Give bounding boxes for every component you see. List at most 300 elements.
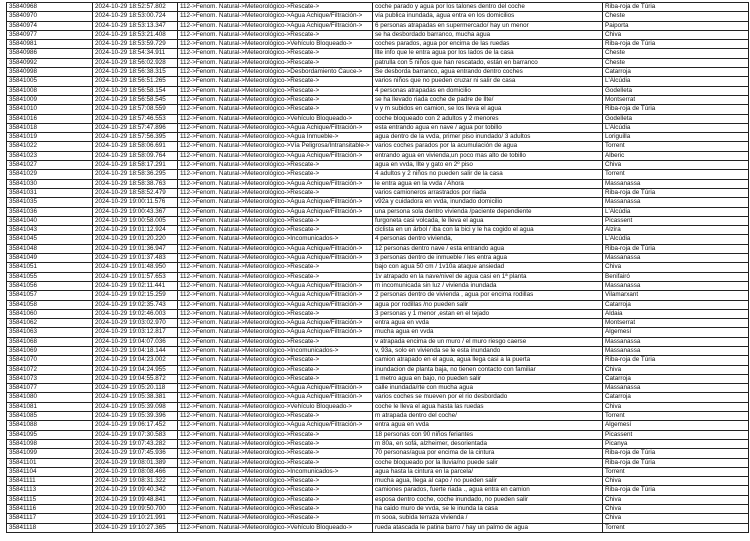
table-row bbox=[7, 235, 749, 244]
table-row bbox=[7, 77, 749, 86]
category-cell: 112->Fenom. Natural->Meteorológico->Vehículo Bloqueado-> bbox=[178, 40, 373, 49]
table-row bbox=[7, 412, 749, 421]
timestamp-cell: 2024-10-29 19:04:24.955 bbox=[93, 365, 178, 374]
table-row bbox=[7, 226, 749, 235]
incident-id-cell: 35841031 bbox=[7, 188, 93, 197]
incident-id-cell: 35841040 bbox=[7, 216, 93, 225]
category-cell: 112->Fenom. Natural->Meteorológico->Agua Achique/Filtración-> bbox=[178, 281, 373, 290]
category-cell: 112->Fenom. Natural->Meteorológico->Rescate-> bbox=[178, 495, 373, 504]
incident-id-cell: 35841036 bbox=[7, 207, 93, 216]
municipality-cell: Massanassa bbox=[603, 384, 749, 393]
incident-id-cell: 35841019 bbox=[7, 133, 93, 142]
category-cell: 112->Fenom. Natural->Meteorológico->Rescate-> bbox=[178, 449, 373, 458]
description-cell: entra agua en vvda bbox=[373, 319, 603, 328]
table-row bbox=[7, 114, 749, 123]
incident-id-cell: 35841005 bbox=[7, 77, 93, 86]
incident-id-cell: 35841056 bbox=[7, 281, 93, 290]
table-row bbox=[7, 402, 749, 411]
incident-id-cell: 35841049 bbox=[7, 254, 93, 263]
incident-id-cell: 35841051 bbox=[7, 263, 93, 272]
municipality-cell: Algemesí bbox=[603, 328, 749, 337]
category-cell: 112->Fenom. Natural->Meteorológico->Rescate-> bbox=[178, 77, 373, 86]
incident-id-cell: 35840974 bbox=[7, 21, 93, 30]
description-cell: 1v atrapado en la nave/nivel de agua casi en 1ª planta bbox=[373, 272, 603, 281]
municipality-cell: Cheste bbox=[603, 12, 749, 21]
municipality-cell: Paiporta bbox=[603, 21, 749, 30]
table-row bbox=[7, 161, 749, 170]
incident-id-cell: 35841095 bbox=[7, 430, 93, 439]
category-cell: 112->Fenom. Natural->Meteorológico->Vehículo Bloqueado-> bbox=[178, 523, 373, 532]
municipality-cell: Torrent bbox=[603, 412, 749, 421]
description-cell: rueda atascada le patina barro / hay un palmo de agua bbox=[373, 523, 603, 532]
timestamp-cell: 2024-10-29 18:58:38.763 bbox=[93, 179, 178, 188]
table-row bbox=[7, 514, 749, 523]
table-row bbox=[7, 374, 749, 383]
incident-id-cell: 35840977 bbox=[7, 30, 93, 39]
category-cell: 112->Fenom. Natural->Meteorológico->Agua Achique/Filtración-> bbox=[178, 244, 373, 253]
category-cell: 112->Fenom. Natural->Meteorológico->Agua Achique/Filtración-> bbox=[178, 384, 373, 393]
category-cell: 112->Fenom. Natural->Meteorológico->Vía Peligrosa/Intransitable-> bbox=[178, 142, 373, 151]
table-row bbox=[7, 207, 749, 216]
table-row bbox=[7, 505, 749, 514]
timestamp-cell: 2024-10-29 19:03:02.970 bbox=[93, 319, 178, 328]
description-cell: llte info que le entra agua por los lados de la casa bbox=[373, 49, 603, 58]
incident-id-cell: 35841101 bbox=[7, 458, 93, 467]
timestamp-cell: 2024-10-29 18:53:21.408 bbox=[93, 30, 178, 39]
description-cell: le entra agua en la vvda / Ahora bbox=[373, 179, 603, 188]
municipality-cell: Catarroja bbox=[603, 374, 749, 383]
incident-id-cell: 35841080 bbox=[7, 393, 93, 402]
municipality-cell: Chiva bbox=[603, 30, 749, 39]
table-row bbox=[7, 495, 749, 504]
description-cell: esposa dentro coche, coche inundado, no pueden salir bbox=[373, 495, 603, 504]
timestamp-cell: 2024-10-29 19:05:39.396 bbox=[93, 412, 178, 421]
category-cell: 112->Fenom. Natural->Meteorológico->Rescate-> bbox=[178, 226, 373, 235]
incident-id-cell: 35841116 bbox=[7, 505, 93, 514]
incident-table bbox=[6, 2, 749, 533]
table-row bbox=[7, 337, 749, 346]
incident-id-cell: 35841073 bbox=[7, 374, 93, 383]
municipality-cell: Massanassa bbox=[603, 281, 749, 290]
description-cell: 4 adultos y 2 niños no pueden salir de la casa bbox=[373, 170, 603, 179]
municipality-cell: Chiva bbox=[603, 477, 749, 486]
description-cell: 12 personas dentro nave / esta entrando agua bbox=[373, 244, 603, 253]
description-cell: m 80a, en sofá, alzheimer, desorientada bbox=[373, 439, 603, 448]
table-row bbox=[7, 123, 749, 132]
category-cell: 112->Fenom. Natural->Meteorológico->Rescate-> bbox=[178, 3, 373, 12]
description-cell: ha caido muro de vvda, se le inunda la casa bbox=[373, 505, 603, 514]
timestamp-cell: 2024-10-29 19:01:36.947 bbox=[93, 244, 178, 253]
municipality-cell: Catarroja bbox=[603, 393, 749, 402]
incident-id-cell: 35841088 bbox=[7, 421, 93, 430]
description-cell: 18 personas con 90 niños feriantes bbox=[373, 430, 603, 439]
municipality-cell: Riba-roja de Túria bbox=[603, 244, 749, 253]
category-cell: 112->Fenom. Natural->Meteorológico->Rescate-> bbox=[178, 161, 373, 170]
municipality-cell: Chiva bbox=[603, 365, 749, 374]
municipality-cell: Riba-roja de Túria bbox=[603, 105, 749, 114]
description-cell: coches parados, agua por encima de las ruedas bbox=[373, 40, 603, 49]
category-cell: 112->Fenom. Natural->Meteorológico->Vehículo Bloqueado-> bbox=[178, 402, 373, 411]
table-row bbox=[7, 458, 749, 467]
municipality-cell: Riba-roja de Túria bbox=[603, 188, 749, 197]
timestamp-cell: 2024-10-29 18:57:46.553 bbox=[93, 114, 178, 123]
description-cell: v atrapada encima de un muro / el muro riesgo caerse bbox=[373, 337, 603, 346]
timestamp-cell: 2024-10-29 19:05:38.381 bbox=[93, 393, 178, 402]
category-cell: 112->Fenom. Natural->Meteorológico->Desbordamiento Cauce-> bbox=[178, 68, 373, 77]
municipality-cell: Montserrat bbox=[603, 95, 749, 104]
timestamp-cell: 2024-10-29 19:03:12.817 bbox=[93, 328, 178, 337]
municipality-cell: Loriguilla bbox=[603, 133, 749, 142]
municipality-cell: Torrent bbox=[603, 170, 749, 179]
table-row bbox=[7, 328, 749, 337]
timestamp-cell: 2024-10-29 19:01:37.483 bbox=[93, 254, 178, 263]
incident-id-cell: 35841070 bbox=[7, 356, 93, 365]
category-cell: 112->Fenom. Natural->Meteorológico->Rescate-> bbox=[178, 188, 373, 197]
description-cell: agua dentro de la vvda, primer piso inundado/ 3 adultos bbox=[373, 133, 603, 142]
timestamp-cell: 2024-10-29 18:56:58.545 bbox=[93, 95, 178, 104]
category-cell: 112->Fenom. Natural->Meteorológico->Rescate-> bbox=[178, 95, 373, 104]
description-cell: coche le lleva el agua hasta las ruedas bbox=[373, 402, 603, 411]
table-row bbox=[7, 486, 749, 495]
municipality-cell: Algemesí bbox=[603, 421, 749, 430]
timestamp-cell: 2024-10-29 18:53:59.729 bbox=[93, 40, 178, 49]
incident-table-body bbox=[7, 3, 749, 533]
table-row bbox=[7, 58, 749, 67]
incident-id-cell: 35841111 bbox=[7, 477, 93, 486]
description-cell: v, 93a, solo en vivienda se le esta inundando bbox=[373, 346, 603, 355]
description-cell: coche bloqueado por la lluvia/no puede salir bbox=[373, 458, 603, 467]
timestamp-cell: 2024-10-29 19:07:30.583 bbox=[93, 430, 178, 439]
municipality-cell: Massanassa bbox=[603, 337, 749, 346]
category-cell: 112->Fenom. Natural->Meteorológico->Agua Achique/Filtración-> bbox=[178, 254, 373, 263]
timestamp-cell: 2024-10-29 19:00:58.005 bbox=[93, 216, 178, 225]
category-cell: 112->Fenom. Natural->Meteorológico->Agua Achique/Filtración-> bbox=[178, 179, 373, 188]
incident-id-cell: 35841118 bbox=[7, 523, 93, 532]
table-row bbox=[7, 384, 749, 393]
municipality-cell: L'Alcúdia bbox=[603, 207, 749, 216]
incident-id-cell: 35840981 bbox=[7, 40, 93, 49]
timestamp-cell: 2024-10-29 19:05:20.118 bbox=[93, 384, 178, 393]
description-cell: varios niños que no pueden cruzar ni salir de casa bbox=[373, 77, 603, 86]
category-cell: 112->Fenom. Natural->Meteorológico->Rescate-> bbox=[178, 263, 373, 272]
category-cell: 112->Fenom. Natural->Meteorológico->Incomunicados-> bbox=[178, 346, 373, 355]
timestamp-cell: 2024-10-29 19:01:20.220 bbox=[93, 235, 178, 244]
timestamp-cell: 2024-10-29 19:10:21.991 bbox=[93, 514, 178, 523]
municipality-cell: Chiva bbox=[603, 514, 749, 523]
municipality-cell: L'Alcúdia bbox=[603, 77, 749, 86]
table-row bbox=[7, 95, 749, 104]
incident-id-cell: 35841035 bbox=[7, 198, 93, 207]
municipality-cell: Chiva bbox=[603, 161, 749, 170]
municipality-cell: Riba-roja de Túria bbox=[603, 486, 749, 495]
timestamp-cell: 2024-10-29 19:04:07.036 bbox=[93, 337, 178, 346]
timestamp-cell: 2024-10-29 18:56:58.154 bbox=[93, 86, 178, 95]
description-cell: 4 personas atrapadas en domicilio bbox=[373, 86, 603, 95]
description-cell: patrulla con 5 niños que han rescatado, están en barranco bbox=[373, 58, 603, 67]
table-row bbox=[7, 356, 749, 365]
category-cell: 112->Fenom. Natural->Meteorológico->Agua Achique/Filtración-> bbox=[178, 151, 373, 160]
timestamp-cell: 2024-10-29 19:02:15.259 bbox=[93, 291, 178, 300]
timestamp-cell: 2024-10-29 19:01:12.924 bbox=[93, 226, 178, 235]
table-row bbox=[7, 244, 749, 253]
municipality-cell: Cheste bbox=[603, 58, 749, 67]
municipality-cell: Picassent bbox=[603, 430, 749, 439]
incident-id-cell: 35841008 bbox=[7, 86, 93, 95]
municipality-cell: Godelleta bbox=[603, 114, 749, 123]
table-row bbox=[7, 430, 749, 439]
timestamp-cell: 2024-10-29 18:56:51.265 bbox=[93, 77, 178, 86]
municipality-cell: Alzira bbox=[603, 226, 749, 235]
incident-id-cell: 35841058 bbox=[7, 300, 93, 309]
category-cell: 112->Fenom. Natural->Meteorológico->Rescate-> bbox=[178, 365, 373, 374]
table-row bbox=[7, 281, 749, 290]
incident-log-page bbox=[6, 2, 748, 533]
incident-id-cell: 35841030 bbox=[7, 179, 93, 188]
municipality-cell: Chiva bbox=[603, 495, 749, 504]
table-row bbox=[7, 421, 749, 430]
timestamp-cell: 2024-10-29 18:58:52.479 bbox=[93, 188, 178, 197]
table-row bbox=[7, 300, 749, 309]
category-cell: 112->Fenom. Natural->Meteorológico->Rescate-> bbox=[178, 30, 373, 39]
incident-id-cell: 35841085 bbox=[7, 412, 93, 421]
description-cell: varios coches se mueven por el rio desbordado bbox=[373, 393, 603, 402]
municipality-cell: Massanassa bbox=[603, 254, 749, 263]
category-cell: 112->Fenom. Natural->Meteorológico->Rescate-> bbox=[178, 58, 373, 67]
description-cell: Se desborda barranco, agua entrando dentro coches bbox=[373, 68, 603, 77]
incident-id-cell: 35841098 bbox=[7, 439, 93, 448]
incident-id-cell: 35841081 bbox=[7, 402, 93, 411]
table-row bbox=[7, 179, 749, 188]
incident-id-cell: 35841099 bbox=[7, 449, 93, 458]
municipality-cell: Chiva bbox=[603, 402, 749, 411]
description-cell: 6 personas atrapadas en supermercado/ hay un menor bbox=[373, 21, 603, 30]
category-cell: 112->Fenom. Natural->Meteorológico->Agua Achique/Filtración-> bbox=[178, 207, 373, 216]
incident-id-cell: 35841063 bbox=[7, 328, 93, 337]
table-row bbox=[7, 142, 749, 151]
timestamp-cell: 2024-10-29 19:02:46.003 bbox=[93, 309, 178, 318]
incident-id-cell: 35841068 bbox=[7, 337, 93, 346]
category-cell: 112->Fenom. Natural->Meteorológico->Incomunicados-> bbox=[178, 235, 373, 244]
incident-id-cell: 35841104 bbox=[7, 467, 93, 476]
timestamp-cell: 2024-10-29 18:58:06.691 bbox=[93, 142, 178, 151]
timestamp-cell: 2024-10-29 18:58:09.764 bbox=[93, 151, 178, 160]
incident-id-cell: 35841048 bbox=[7, 244, 93, 253]
timestamp-cell: 2024-10-29 19:04:18.144 bbox=[93, 346, 178, 355]
description-cell: una persona sola dentro vivienda /paciente dependiente bbox=[373, 207, 603, 216]
municipality-cell: Chiva bbox=[603, 505, 749, 514]
municipality-cell: Massanassa bbox=[603, 198, 749, 207]
table-row bbox=[7, 291, 749, 300]
timestamp-cell: 2024-10-29 18:54:34.911 bbox=[93, 49, 178, 58]
municipality-cell: Godelleta bbox=[603, 86, 749, 95]
table-row bbox=[7, 12, 749, 21]
category-cell: 112->Fenom. Natural->Meteorológico->Agua Achique/Filtración-> bbox=[178, 328, 373, 337]
table-row bbox=[7, 393, 749, 402]
category-cell: 112->Fenom. Natural->Meteorológico->Agua Achique/Filtración-> bbox=[178, 291, 373, 300]
timestamp-cell: 2024-10-29 19:04:23.002 bbox=[93, 356, 178, 365]
category-cell: 112->Fenom. Natural->Meteorológico->Agua Achique/Filtración-> bbox=[178, 393, 373, 402]
description-cell: 2 personas dentro de vivienda , agua por encima rodillas bbox=[373, 291, 603, 300]
table-row bbox=[7, 198, 749, 207]
category-cell: 112->Fenom. Natural->Meteorológico->Rescate-> bbox=[178, 170, 373, 179]
incident-id-cell: 35840968 bbox=[7, 3, 93, 12]
timestamp-cell: 2024-10-29 18:56:02.928 bbox=[93, 58, 178, 67]
municipality-cell: Riba-roja de Túria bbox=[603, 3, 749, 12]
category-cell: 112->Fenom. Natural->Meteorológico->Rescate-> bbox=[178, 105, 373, 114]
table-row bbox=[7, 346, 749, 355]
timestamp-cell: 2024-10-29 19:05:39.098 bbox=[93, 402, 178, 411]
table-row bbox=[7, 439, 749, 448]
description-cell: calle inundada/rte con mucha agua bbox=[373, 384, 603, 393]
municipality-cell: Alberic bbox=[603, 151, 749, 160]
description-cell: 3 personas y 1 menor ,estan en el tejado bbox=[373, 309, 603, 318]
description-cell: v92a y cuidadora en vvda, inundado domicilio bbox=[373, 198, 603, 207]
category-cell: 112->Fenom. Natural->Meteorológico->Incomunicados-> bbox=[178, 467, 373, 476]
incident-id-cell: 35841057 bbox=[7, 291, 93, 300]
incident-id-cell: 35841117 bbox=[7, 514, 93, 523]
timestamp-cell: 2024-10-29 18:52:57.802 bbox=[93, 3, 178, 12]
table-row bbox=[7, 365, 749, 374]
incident-id-cell: 35841027 bbox=[7, 161, 93, 170]
description-cell: ciclista en un árbol / iba con la bici y le ha cogido el agua bbox=[373, 226, 603, 235]
category-cell: 112->Fenom. Natural->Meteorológico->Agua Achique/Filtración-> bbox=[178, 421, 373, 430]
incident-id-cell: 35840986 bbox=[7, 49, 93, 58]
description-cell: camiones parados, fuerte riada ., agua entra en camion bbox=[373, 486, 603, 495]
table-row bbox=[7, 68, 749, 77]
category-cell: 112->Fenom. Natural->Meteorológico->Rescate-> bbox=[178, 374, 373, 383]
description-cell: bajo con agua 50 cm / 1v10a ataque ansiedad bbox=[373, 263, 603, 272]
category-cell: 112->Fenom. Natural->Meteorológico->Rescate-> bbox=[178, 337, 373, 346]
description-cell: agua en vvda, llte y gato en 2º piso bbox=[373, 161, 603, 170]
timestamp-cell: 2024-10-29 18:53:13.347 bbox=[93, 21, 178, 30]
category-cell: 112->Fenom. Natural->Meteorológico->Vehículo Bloqueado-> bbox=[178, 114, 373, 123]
incident-id-cell: 35840970 bbox=[7, 12, 93, 21]
timestamp-cell: 2024-10-29 19:08:31.322 bbox=[93, 477, 178, 486]
table-row bbox=[7, 449, 749, 458]
incident-id-cell: 35841069 bbox=[7, 346, 93, 355]
incident-id-cell: 35841060 bbox=[7, 309, 93, 318]
timestamp-cell: 2024-10-29 19:02:35.743 bbox=[93, 300, 178, 309]
description-cell: 4 personas dentro vivienda, bbox=[373, 235, 603, 244]
municipality-cell: Torrent bbox=[603, 523, 749, 532]
incident-id-cell: 35841115 bbox=[7, 495, 93, 504]
timestamp-cell: 2024-10-29 18:57:56.395 bbox=[93, 133, 178, 142]
table-row bbox=[7, 49, 749, 58]
timestamp-cell: 2024-10-29 19:09:48.841 bbox=[93, 495, 178, 504]
municipality-cell: L'Alcúdia bbox=[603, 123, 749, 132]
category-cell: 112->Fenom. Natural->Meteorológico->Rescate-> bbox=[178, 477, 373, 486]
municipality-cell: Vilamarxant bbox=[603, 291, 749, 300]
timestamp-cell: 2024-10-29 19:06:17.452 bbox=[93, 421, 178, 430]
table-row bbox=[7, 477, 749, 486]
timestamp-cell: 2024-10-29 19:04:55.872 bbox=[93, 374, 178, 383]
municipality-cell: Montserrat bbox=[603, 319, 749, 328]
incident-id-cell: 35841023 bbox=[7, 151, 93, 160]
category-cell: 112->Fenom. Natural->Meteorológico->Rescate-> bbox=[178, 49, 373, 58]
incident-id-cell: 35841045 bbox=[7, 235, 93, 244]
category-cell: 112->Fenom. Natural->Meteorológico->Rescate-> bbox=[178, 356, 373, 365]
description-cell: 1 metro agua en bajo, no pueden salir bbox=[373, 374, 603, 383]
category-cell: 112->Fenom. Natural->Meteorológico->Rescate-> bbox=[178, 309, 373, 318]
municipality-cell: Massanassa bbox=[603, 346, 749, 355]
table-row bbox=[7, 523, 749, 532]
timestamp-cell: 2024-10-29 19:09:40.342 bbox=[93, 486, 178, 495]
incident-id-cell: 35841029 bbox=[7, 170, 93, 179]
incident-id-cell: 35841077 bbox=[7, 384, 93, 393]
timestamp-cell: 2024-10-29 19:00:43.367 bbox=[93, 207, 178, 216]
municipality-cell: L'Alcúdia bbox=[603, 235, 749, 244]
description-cell: entra agua en vvda bbox=[373, 421, 603, 430]
timestamp-cell: 2024-10-29 18:58:36.295 bbox=[93, 170, 178, 179]
municipality-cell: Catarroja bbox=[603, 300, 749, 309]
incident-id-cell: 35841022 bbox=[7, 142, 93, 151]
municipality-cell: Picassent bbox=[603, 216, 749, 225]
description-cell: m sooa, subida terraza vivienda / bbox=[373, 514, 603, 523]
municipality-cell: Benifairó bbox=[603, 272, 749, 281]
incident-id-cell: 35841055 bbox=[7, 272, 93, 281]
incident-id-cell: 35841010 bbox=[7, 105, 93, 114]
category-cell: 112->Fenom. Natural->Meteorológico->Rescate-> bbox=[178, 412, 373, 421]
description-cell: varios coches parados por la acumulación de agua bbox=[373, 142, 603, 151]
category-cell: 112->Fenom. Natural->Meteorológico->Rescate-> bbox=[178, 86, 373, 95]
timestamp-cell: 2024-10-29 19:01:57.653 bbox=[93, 272, 178, 281]
category-cell: 112->Fenom. Natural->Meteorológico->Agua Achique/Filtración-> bbox=[178, 300, 373, 309]
municipality-cell: Riba-roja de Túria bbox=[603, 40, 749, 49]
municipality-cell: Catarroja bbox=[603, 68, 749, 77]
table-row bbox=[7, 40, 749, 49]
description-cell: m incomunicada sin luz / vivienda inundada bbox=[373, 281, 603, 290]
incident-id-cell: 35841018 bbox=[7, 123, 93, 132]
description-cell: mucha agua en vvda bbox=[373, 328, 603, 337]
description-cell: entrando agua en vivienda,un poco mas alto de tobillo bbox=[373, 151, 603, 160]
municipality-cell: Chiva bbox=[603, 263, 749, 272]
description-cell: 70 personas/agua por encima de la cintura bbox=[373, 449, 603, 458]
timestamp-cell: 2024-10-29 18:58:17.291 bbox=[93, 161, 178, 170]
table-row bbox=[7, 105, 749, 114]
municipality-cell: Cheste bbox=[603, 49, 749, 58]
timestamp-cell: 2024-10-29 19:07:45.936 bbox=[93, 449, 178, 458]
description-cell: esta entrando agua en nave / agua por tobillo bbox=[373, 123, 603, 132]
municipality-cell: Picanya bbox=[603, 439, 749, 448]
table-row bbox=[7, 151, 749, 160]
description-cell: coche parado y agua por los talones dentro del coche bbox=[373, 3, 603, 12]
table-row bbox=[7, 3, 749, 12]
incident-id-cell: 35841113 bbox=[7, 486, 93, 495]
timestamp-cell: 2024-10-29 19:08:08.466 bbox=[93, 467, 178, 476]
category-cell: 112->Fenom. Natural->Meteorológico->Rescate-> bbox=[178, 514, 373, 523]
description-cell: mucha agua, llega al capo / no pueden salir bbox=[373, 477, 603, 486]
table-row bbox=[7, 272, 749, 281]
description-cell: agua por rodillas /no pueden salir bbox=[373, 300, 603, 309]
municipality-cell: Riba-roja de Túria bbox=[603, 449, 749, 458]
municipality-cell: Torrent bbox=[603, 467, 749, 476]
description-cell: coche bloqueado con 2 adultos y 2 menores bbox=[373, 114, 603, 123]
category-cell: 112->Fenom. Natural->Meteorológico->Rescate-> bbox=[178, 505, 373, 514]
category-cell: 112->Fenom. Natural->Meteorológico->Agua Inmueble-> bbox=[178, 133, 373, 142]
table-row bbox=[7, 216, 749, 225]
category-cell: 112->Fenom. Natural->Meteorológico->Agua Achique/Filtración-> bbox=[178, 21, 373, 30]
table-row bbox=[7, 133, 749, 142]
category-cell: 112->Fenom. Natural->Meteorológico->Rescate-> bbox=[178, 458, 373, 467]
timestamp-cell: 2024-10-29 19:08:01.389 bbox=[93, 458, 178, 467]
description-cell: se ha llevado riada coche de padre de llte/ bbox=[373, 95, 603, 104]
timestamp-cell: 2024-10-29 19:09:50.700 bbox=[93, 505, 178, 514]
municipality-cell: Riba-roja de Túria bbox=[603, 458, 749, 467]
category-cell: 112->Fenom. Natural->Meteorológico->Agua Achique/Filtración-> bbox=[178, 12, 373, 21]
incident-id-cell: 35841043 bbox=[7, 226, 93, 235]
municipality-cell: Massanassa bbox=[603, 179, 749, 188]
category-cell: 112->Fenom. Natural->Meteorológico->Rescate-> bbox=[178, 486, 373, 495]
